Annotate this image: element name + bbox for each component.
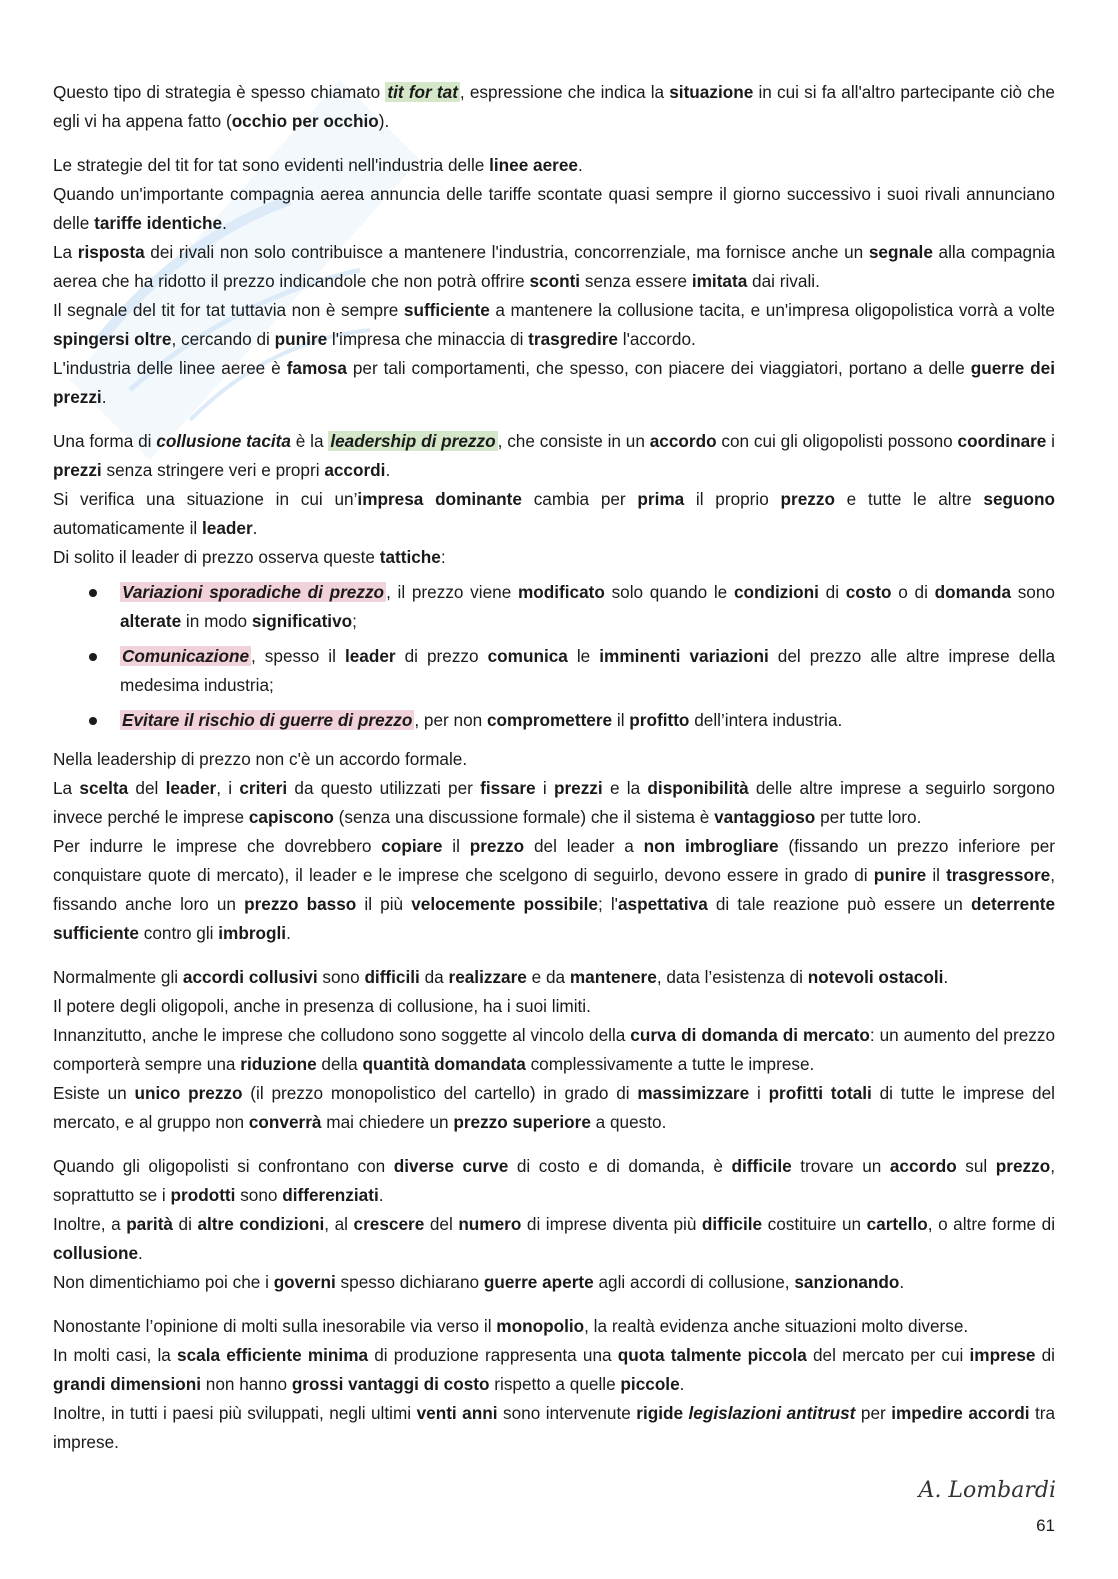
text: Il potere degli oligopoli, anche in presenza di collusione, ha i suoi limiti.	[53, 996, 591, 1016]
bold-term: prezzi	[53, 460, 102, 480]
bold-term: rigide	[636, 1403, 684, 1423]
text: sono	[235, 1185, 283, 1205]
paragraph-tit-for-tat	[53, 78, 1055, 136]
bold-term: tariffe identiche	[94, 213, 223, 233]
bold-term: difficili	[364, 967, 420, 987]
text: Una forma di	[53, 431, 157, 451]
text: per tutte loro.	[815, 807, 922, 827]
bold-term: prodotti	[170, 1185, 236, 1205]
text: e la	[602, 778, 648, 798]
bold-term: aspettativa	[617, 894, 708, 914]
text: , espressione che indica la	[459, 82, 670, 102]
text: sono	[1011, 582, 1055, 602]
bold-term: monopolio	[496, 1316, 585, 1336]
text: solo quando le	[604, 582, 734, 602]
bold-term: curva di domanda di mercato	[630, 1025, 870, 1045]
bold-term: accordo	[649, 431, 717, 451]
text: i	[535, 778, 554, 798]
text: La	[53, 778, 80, 798]
text: di tale reazione può essere un	[707, 894, 971, 914]
bold-term: accordo	[889, 1156, 957, 1176]
text: l'accordo.	[617, 329, 696, 349]
page-number: 61	[1036, 1516, 1055, 1535]
bold-term: alterate	[120, 611, 182, 631]
text: di prezzo	[395, 646, 488, 666]
text: Innanzitutto, anche le imprese che colludono sono soggette al vincolo della	[53, 1025, 631, 1045]
page-content	[53, 78, 1055, 1472]
text: il proprio	[684, 489, 781, 509]
text: contro gli	[138, 923, 219, 943]
text: Inoltre, a	[53, 1214, 127, 1234]
text: del mercato per cui	[806, 1345, 970, 1365]
text: .	[679, 1374, 685, 1394]
bold-term: deterrente sufficiente	[53, 894, 1056, 943]
bold-term: non imbrogliare	[643, 836, 779, 856]
text: del prezzo alle altre imprese della medesima industria;	[120, 646, 1056, 695]
bold-term: accordi	[324, 460, 386, 480]
text: il	[612, 710, 630, 730]
highlight-leadership-di-prezzo: leadership di prezzo	[330, 431, 496, 451]
text: da questo utilizzati per	[287, 778, 481, 798]
highlight-tactic: Evitare il rischio di guerre di prezzo	[122, 710, 413, 730]
text: l'impresa che minaccia di	[327, 329, 529, 349]
text: costituire un	[762, 1214, 867, 1234]
text: Esiste un	[53, 1083, 135, 1103]
bold-term: cartello	[866, 1214, 928, 1234]
text: complessivamente a tutte le imprese.	[525, 1054, 815, 1074]
text: , i	[216, 778, 240, 798]
bold-term: velocemente possibile	[411, 894, 598, 914]
text: a mantenere la collusione tacita, e un'impresa oligopolistica vorrà a volte	[489, 300, 1055, 320]
bold-term: domanda	[934, 582, 1012, 602]
text: rispetto a quelle	[489, 1374, 621, 1394]
bold-term: altre condizioni	[197, 1214, 325, 1234]
bold-term: legislazioni antitrust	[688, 1403, 856, 1423]
text: Si verifica una situazione in cui un’	[53, 489, 358, 509]
bold-term: impedire	[891, 1403, 963, 1423]
bold-term: comunica	[487, 646, 568, 666]
text: dei rivali non solo contribuisce a mantenere l'industria, concorrenziale, ma fornisce anche un	[144, 242, 869, 262]
list-item	[120, 642, 1055, 700]
text: mai chiedere un	[321, 1112, 454, 1132]
bold-term: converrà	[248, 1112, 322, 1132]
text: .	[101, 387, 107, 407]
tactics-list	[53, 578, 1055, 735]
text: ; l'	[597, 894, 618, 914]
text: In molti casi, la	[53, 1345, 178, 1365]
text: della	[316, 1054, 363, 1074]
text: agli accordi di collusione,	[593, 1272, 795, 1292]
text: :	[440, 547, 446, 567]
author-signature: A. Lombardi	[918, 1478, 1056, 1503]
bold-term: differenziati	[282, 1185, 379, 1205]
bold-term: venti anni	[416, 1403, 498, 1423]
text: a questo.	[590, 1112, 667, 1132]
bold-term: collusione	[53, 1243, 138, 1263]
bold-term: impresa dominante	[357, 489, 522, 509]
text: per	[855, 1403, 892, 1423]
bold-term: compromettere	[486, 710, 613, 730]
bold-term: fissare	[480, 778, 536, 798]
bold-term: leader	[202, 518, 253, 538]
text: sul	[956, 1156, 996, 1176]
text: La	[53, 242, 78, 262]
text: spesso dichiarano	[335, 1272, 484, 1292]
bold-term: seguono	[983, 489, 1056, 509]
text: , spesso il	[251, 646, 345, 666]
text: .	[385, 460, 391, 480]
text: in cui si fa all'altro partecipante ciò che egli vi ha appena fatto (	[53, 82, 1055, 131]
text: di produzione rappresenta una	[368, 1345, 618, 1365]
bold-term: imminenti variazioni	[599, 646, 769, 666]
text: alla compagnia aerea che ha ridotto il prezzo indicandole che non potrà offrire	[53, 242, 1056, 291]
list-item	[120, 578, 1055, 636]
bold-term: occhio per occhio	[231, 111, 379, 131]
text: Inoltre, in tutti i paesi più sviluppati, negli ultimi	[53, 1403, 417, 1423]
bold-term: scelta	[79, 778, 129, 798]
text: automaticamente il	[53, 518, 203, 538]
bold-term: imprese	[969, 1345, 1036, 1365]
text: , fissando anche loro un	[53, 865, 1055, 914]
bold-term: disponibilità	[647, 778, 749, 798]
text: senza essere	[580, 271, 692, 291]
bold-term: parità	[126, 1214, 173, 1234]
bold-term: difficile	[731, 1156, 792, 1176]
bold-term: notevoli ostacoli	[807, 967, 944, 987]
bold-term: situazione	[669, 82, 754, 102]
text: , per non	[414, 710, 487, 730]
bold-term: sufficiente	[403, 300, 490, 320]
text: ).	[378, 111, 390, 131]
bold-term: prezzo	[995, 1156, 1051, 1176]
text: i	[1046, 431, 1055, 451]
text: , o altre forme di	[927, 1214, 1056, 1234]
text: L'industria delle linee aeree è	[53, 358, 287, 378]
bold-term: quantità domandata	[362, 1054, 526, 1074]
bold-term: significativo	[251, 611, 353, 631]
text: cambia per	[521, 489, 638, 509]
bold-term: linee aeree	[489, 155, 578, 175]
bold-term: trasgressore	[946, 865, 1051, 885]
text: : un aumento del prezzo comporterà sempre una	[53, 1025, 1056, 1074]
bold-term: spingersi oltre	[53, 329, 172, 349]
bold-term: costo	[845, 582, 892, 602]
bold-term: punire	[274, 329, 328, 349]
bold-term: profitto	[629, 710, 690, 730]
text: (fissando un prezzo inferiore per conquistare quote di mercato), il leader e le imprese che scelgono di seguirlo, devono essere in grado di	[53, 836, 1056, 885]
bold-term: famosa	[286, 358, 347, 378]
bold-term: grossi vantaggi di costo	[291, 1374, 490, 1394]
text: ;	[352, 611, 357, 631]
text: Normalmente gli	[53, 967, 183, 987]
paragraph-price-leadership	[53, 427, 1055, 572]
text: , al	[324, 1214, 354, 1234]
bold-term: tattiche	[379, 547, 441, 567]
bold-term: collusione tacita	[156, 431, 291, 451]
text: .	[378, 1185, 384, 1205]
text: i	[749, 1083, 769, 1103]
text: .	[943, 967, 949, 987]
bold-term: modificato	[517, 582, 605, 602]
text: in modo	[181, 611, 252, 631]
text: Quando un'importante compagnia aerea annuncia delle tariffe scontate quasi sempre il giorno successivo i suoi rivali annunciano delle	[53, 184, 1055, 233]
text: di	[173, 1214, 198, 1234]
text: Il segnale del tit for tat tuttavia non è sempre	[53, 300, 404, 320]
text: Di solito il leader di prezzo osserva queste	[53, 547, 380, 567]
text: .	[577, 155, 583, 175]
text: il	[926, 865, 947, 885]
bold-term: sconti	[529, 271, 581, 291]
text: (il prezzo monopolistico del cartello) in grado di	[242, 1083, 638, 1103]
text: .	[252, 518, 258, 538]
bold-term: massimizzare	[637, 1083, 750, 1103]
bold-term: guerre aperte	[483, 1272, 594, 1292]
text: Non dimentichiamo poi che i	[53, 1272, 274, 1292]
paragraph-airlines	[53, 151, 1055, 412]
list-item	[120, 706, 1055, 735]
text: del leader a	[524, 836, 644, 856]
text: il più	[356, 894, 412, 914]
text: , che consiste in un	[497, 431, 650, 451]
bold-term: prezzo	[780, 489, 835, 509]
bold-term: criteri	[239, 778, 288, 798]
text: di costo e di domanda, è	[508, 1156, 732, 1176]
bold-term: quota talmente piccola	[617, 1345, 807, 1365]
text: sono	[317, 967, 365, 987]
text: del	[424, 1214, 459, 1234]
bold-term: punire	[873, 865, 927, 885]
highlight-tit-for-tat: tit for tat	[387, 82, 458, 102]
text: dell’intera industria.	[689, 710, 843, 730]
text: senza stringere veri e propri	[101, 460, 325, 480]
bold-term: prezzo	[469, 836, 525, 856]
text: Questo tipo di strategia è spesso chiamato	[53, 82, 386, 102]
bold-term: leader	[344, 646, 396, 666]
bold-term: diverse curve	[393, 1156, 509, 1176]
bold-term: prima	[637, 489, 685, 509]
text: di	[818, 582, 846, 602]
text: .	[138, 1243, 143, 1263]
bold-term: grandi dimensioni	[53, 1374, 202, 1394]
bold-term: riduzione	[240, 1054, 317, 1074]
bold-term: prezzo superiore	[453, 1112, 591, 1132]
bold-term: capiscono	[248, 807, 334, 827]
paragraph-monopoly	[53, 1312, 1055, 1457]
bold-term: piccole	[620, 1374, 680, 1394]
text: , soprattutto se i	[53, 1156, 1056, 1205]
highlight-tactic: Comunicazione	[122, 646, 250, 666]
bold-term: segnale	[868, 242, 933, 262]
text: dai rivali.	[747, 271, 820, 291]
bold-term: accordi collusivi	[182, 967, 318, 987]
bold-term: copiare	[381, 836, 443, 856]
bold-term: realizzare	[448, 967, 527, 987]
bold-term: leader	[165, 778, 217, 798]
text: è la	[290, 431, 329, 451]
text: di tutte le imprese del mercato, e al gruppo non	[53, 1083, 1055, 1132]
text: (senza una discussione formale) che il sistema è	[333, 807, 715, 827]
paragraph-different-curves	[53, 1152, 1055, 1297]
text: non hanno	[201, 1374, 292, 1394]
paragraph-no-formal-agreement	[53, 745, 1055, 948]
text: con cui gli oligopolisti possono	[716, 431, 958, 451]
text: .	[899, 1272, 905, 1292]
text: da	[419, 967, 449, 987]
bold-term: prezzo basso	[244, 894, 357, 914]
text: di	[1035, 1345, 1056, 1365]
text: Per indurre le imprese che dovrebbero	[53, 836, 382, 856]
text: , cercando di	[171, 329, 275, 349]
text: delle altre imprese a seguirlo sorgono invece perché le imprese	[53, 778, 1055, 827]
highlight-tactic: Variazioni sporadiche di prezzo	[122, 582, 385, 602]
text: del	[128, 778, 166, 798]
bold-term: sanzionando	[794, 1272, 900, 1292]
text: e da	[526, 967, 570, 987]
bold-term: profitti totali	[768, 1083, 872, 1103]
paragraph-collusive-limits	[53, 963, 1055, 1137]
text: Quando gli oligopolisti si confrontano con	[53, 1156, 394, 1176]
bold-term: trasgredire	[528, 329, 618, 349]
bold-term: risposta	[77, 242, 145, 262]
text: Le strategie del tit for tat sono evidenti nell'industria delle	[53, 155, 490, 175]
bold-term: scala efficiente minima	[177, 1345, 369, 1365]
text: Nonostante l’opinione di molti sulla inesorabile via verso il	[53, 1316, 497, 1336]
bold-term: coordinare	[957, 431, 1047, 451]
text: trovare un	[791, 1156, 890, 1176]
text: , data l’esistenza di	[656, 967, 808, 987]
text: tra imprese.	[53, 1403, 1056, 1452]
bold-term: numero	[458, 1214, 522, 1234]
text: e tutte le altre	[834, 489, 984, 509]
bold-term: difficile	[701, 1214, 763, 1234]
bold-term: condizioni	[733, 582, 819, 602]
text: sono intervenute	[497, 1403, 637, 1423]
text: Nella leadership di prezzo non c'è un accordo formale.	[53, 749, 468, 769]
text: per tali comportamenti, che spesso, con piacere dei viaggiatori, portano a delle	[346, 358, 971, 378]
bold-term: crescere	[353, 1214, 425, 1234]
text: , il prezzo viene	[386, 582, 518, 602]
text: di imprese diventa più	[521, 1214, 702, 1234]
text: le	[567, 646, 600, 666]
bold-term: imbrogli	[218, 923, 287, 943]
bold-term: accordi	[968, 1403, 1030, 1423]
text: o di	[891, 582, 935, 602]
text: il	[442, 836, 470, 856]
bold-term: vantaggioso	[714, 807, 816, 827]
text: .	[222, 213, 227, 233]
bold-term: mantenere	[569, 967, 657, 987]
text: .	[286, 923, 291, 943]
bold-term: guerre dei prezzi	[53, 358, 1056, 407]
bold-term: prezzi	[553, 778, 603, 798]
text: , la realtà evidenza anche situazioni molto diverse.	[584, 1316, 969, 1336]
bold-term: imitata	[691, 271, 748, 291]
bold-term: governi	[273, 1272, 336, 1292]
bold-term: unico prezzo	[134, 1083, 243, 1103]
